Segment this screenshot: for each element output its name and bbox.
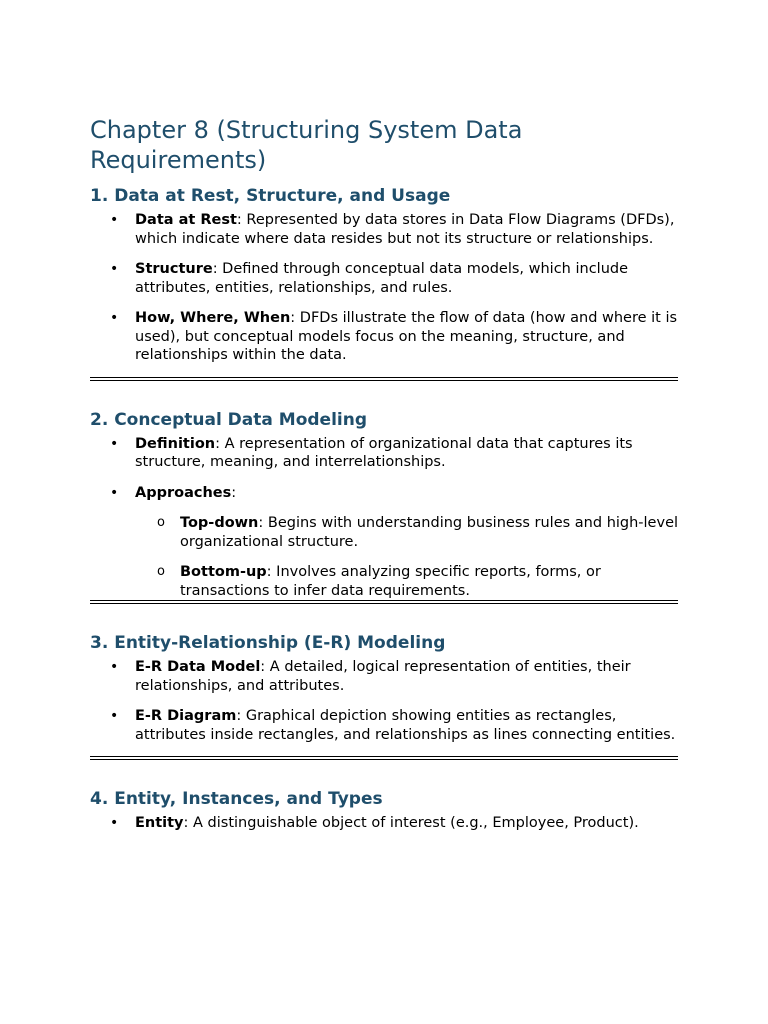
item-text: : Involves analyzing specific reports, forms, or transactions to infer data requirements.: [180, 564, 601, 599]
list-item: [90, 707, 680, 744]
section-divider: [90, 600, 678, 604]
item-term: E-R Data Model: [135, 659, 261, 675]
list-item: [90, 658, 680, 695]
section-divider: [90, 377, 678, 381]
section-heading: 1. Data at Rest, Structure, and Usage: [90, 186, 451, 206]
sub-bullet-icon: o: [157, 564, 165, 579]
section-heading: 3. Entity-Relationship (E-R) Modeling: [90, 633, 446, 653]
item-text: : DFDs illustrate the flow of data (how and where it is used), but conceptual models focus on the meaning, structure, and relationships within the data.: [135, 310, 678, 363]
list-item: [90, 484, 680, 601]
list-item: [90, 260, 680, 297]
bullet-icon: •: [110, 659, 119, 675]
bullet-icon: •: [110, 310, 119, 326]
item-text: :: [231, 484, 237, 501]
bullet-list: [90, 658, 680, 744]
document-page: [90, 115, 680, 845]
section-entity-types: [90, 788, 680, 833]
item-text: : A distinguishable object of interest (e.g., Employee, Product).: [183, 815, 639, 831]
bullet-list: [90, 211, 680, 365]
section-heading: 2. Conceptual Data Modeling: [90, 409, 368, 430]
item-term: E-R Diagram: [135, 708, 237, 724]
item-text: : Defined through conceptual data models, which include attributes, entities, relationships, and rules.: [135, 261, 629, 296]
bullet-icon: •: [110, 815, 119, 831]
sub-bullet-list: [135, 514, 680, 600]
section-heading: 4. Entity, Instances, and Types: [90, 789, 383, 809]
bullet-icon: •: [110, 484, 119, 501]
item-text: : A detailed, logical representation of entities, their relationships, and attributes.: [135, 659, 631, 694]
item-term: Bottom-up: [180, 564, 267, 580]
sub-list-item: [135, 563, 680, 600]
section-er-modeling: [90, 632, 680, 744]
item-text: : Begins with understanding business rules and high-level organizational structure.: [180, 515, 679, 550]
bullet-icon: •: [110, 708, 119, 724]
bullet-list: [90, 814, 680, 833]
sub-list-item: [135, 514, 680, 551]
item-term: Entity: [135, 815, 184, 831]
section-data-at-rest: [90, 185, 680, 365]
sub-bullet-icon: o: [157, 515, 165, 530]
item-term: Approaches: [135, 484, 232, 501]
item-text: : Graphical depiction showing entities as rectangles, attributes inside rectangles, and relationships as lines connecting entities.: [135, 708, 676, 743]
section-divider: [90, 756, 678, 760]
item-text: : A representation of organizational data that captures its structure, meaning, and interrelationships.: [135, 435, 633, 470]
chapter-title: Chapter 8 (Structuring System Data Requirements): [90, 116, 523, 174]
item-term: Definition: [135, 435, 216, 452]
list-item: [90, 435, 680, 472]
bullet-icon: •: [110, 212, 119, 228]
item-term: Structure: [135, 261, 213, 277]
bullet-icon: •: [110, 435, 119, 452]
list-item: [90, 814, 680, 833]
section-conceptual-modeling: [90, 409, 680, 601]
item-text: : Represented by data stores in Data Flow Diagrams (DFDs), which indicate where data resides but not its structure or relationships.: [135, 212, 675, 247]
item-term: Top-down: [180, 515, 259, 531]
list-item: [90, 211, 680, 248]
item-term: How, Where, When: [135, 310, 291, 326]
item-term: Data at Rest: [135, 212, 237, 228]
bullet-icon: •: [110, 261, 119, 277]
list-item: [90, 309, 680, 365]
bullet-list: [90, 435, 680, 601]
